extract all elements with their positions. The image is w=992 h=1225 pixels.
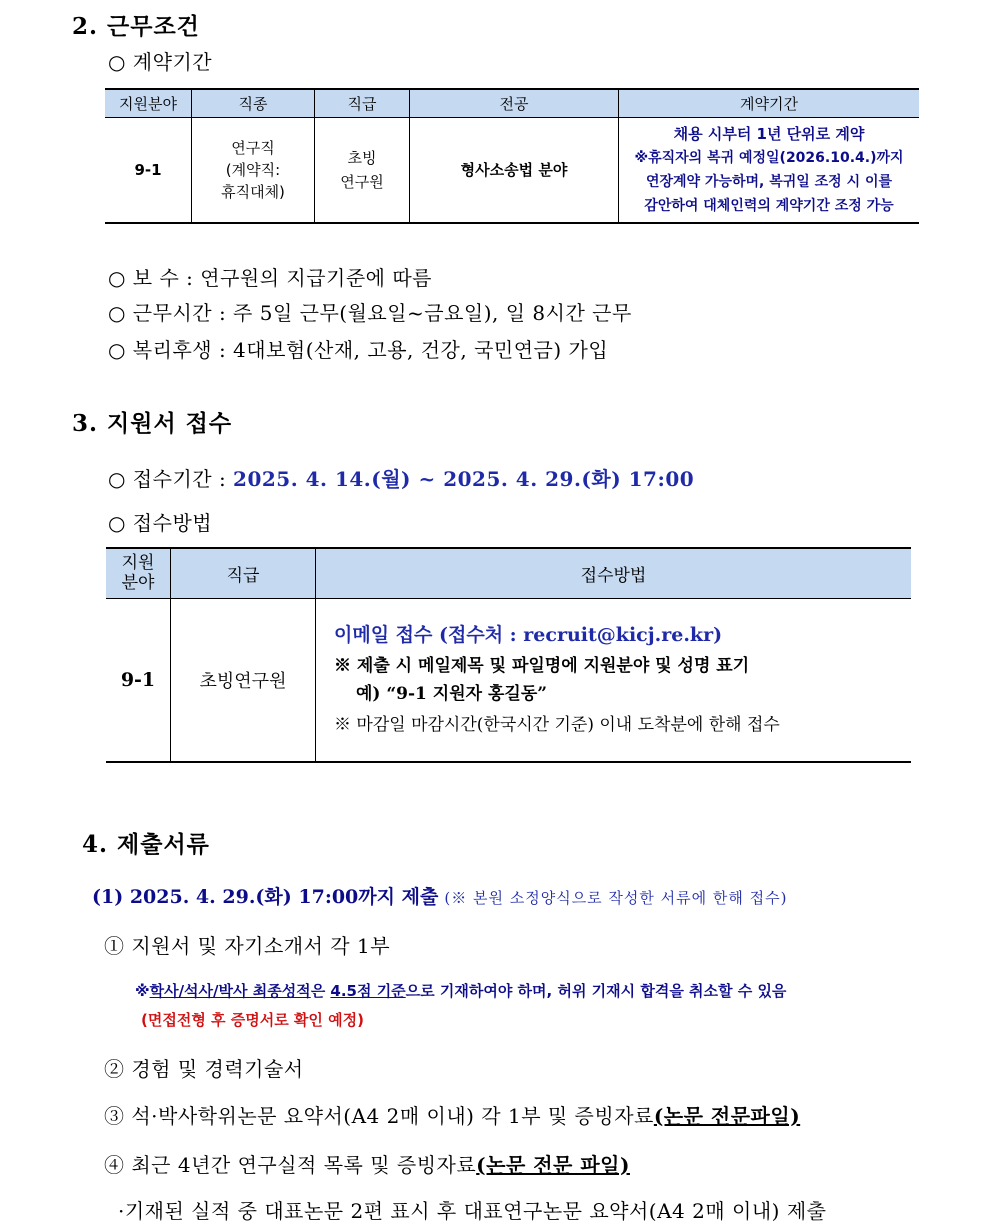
header-period: 계약기간	[619, 89, 920, 117]
header-rank: 직급	[171, 548, 316, 598]
doc-item-2: ② 경험 및 경력기술서	[104, 1057, 304, 1081]
work-hours-line: ○ 근무시간 : 주 5일 근무(월요일~금요일), 일 8시간 근무	[108, 301, 632, 325]
submission-deadline: (1) 2025. 4. 29.(화) 17:00까지 제출 (※ 본원 소정양식으로 작성한 서류에 한해 접수)	[92, 886, 788, 908]
header-major: 전공	[410, 89, 619, 117]
cell-method: 이메일 접수 (접수처 : recruit@kicj.re.kr) ※ 제출 시 메일제목 및 파일명에 지원분야 및 성명 표기 예) “9-1 지원자 홍길동” ※ 마감일 마감시간(한국시간 기준) 이내 도착분에 한해 접수	[316, 598, 912, 762]
email-application: 이메일 접수 (접수처 : recruit@kicj.re.kr)	[334, 623, 723, 646]
header-method: 접수방법	[316, 548, 912, 598]
benefits-line: ○ 복리후생 : 4대보험(산재, 고용, 건강, 국민연금) 가입	[108, 338, 609, 362]
doc-item-1: ① 지원서 및 자기소개서 각 1부	[104, 934, 391, 958]
header-field: 지원분야	[105, 89, 192, 117]
header-field: 지원 분야	[106, 548, 171, 598]
section-2-title: 2. 근무조건	[72, 13, 200, 40]
salary-line: ○ 보 수 : 연구원의 지급기준에 따름	[108, 266, 432, 290]
cell-rank: 초빙연구원	[171, 598, 316, 762]
grade-note-verification: (면접전형 후 증명서로 확인 예정)	[141, 1011, 364, 1029]
section-3-title: 3. 지원서 접수	[72, 410, 233, 437]
section-4-title: 4. 제출서류	[82, 831, 210, 858]
application-period: ○ 접수기간 : 2025. 4. 14.(월) ~ 2025. 4. 29.(화) 17:00	[108, 467, 695, 491]
header-rank: 직급	[315, 89, 410, 117]
cell-period: 채용 시부터 1년 단위로 계약 ※휴직자의 복귀 예정일(2026.10.4.)까지 연장계약 가능하며, 복귀일 조정 시 이를 감안하여 대체인력의 계약기간 조정 가능	[619, 117, 920, 223]
contract-period-label: ○ 계약기간	[108, 50, 213, 74]
doc-item-3: ③ 석·박사학위논문 요약서(A4 2매 이내) 각 1부 및 증빙자료(논문 전문파일)	[104, 1104, 801, 1128]
cell-major: 형사소송법 분야	[410, 117, 619, 223]
cell-job-type: 연구직 (계약직: 휴직대체)	[192, 117, 315, 223]
doc-item-4: ④ 최근 4년간 연구실적 목록 및 증빙자료(논문 전문 파일)	[104, 1153, 630, 1177]
cell-field: 9-1	[106, 598, 171, 762]
cell-field: 9-1	[105, 117, 192, 223]
cell-rank: 초빙 연구원	[315, 117, 410, 223]
application-table	[106, 547, 911, 763]
contract-table	[105, 88, 919, 224]
doc-item-4-sub: ·기재된 실적 중 대표논문 2편 표시 후 대표연구논문 요약서(A4 2매 이내) 제출	[118, 1199, 827, 1223]
grade-note: ※학사/석사/박사 최종성적은 4.5점 기준으로 기재하여야 하며, 허위 기재시 합격을 취소할 수 있음	[135, 982, 787, 1000]
header-job-type: 직종	[192, 89, 315, 117]
application-method-label: ○ 접수방법	[108, 511, 213, 535]
